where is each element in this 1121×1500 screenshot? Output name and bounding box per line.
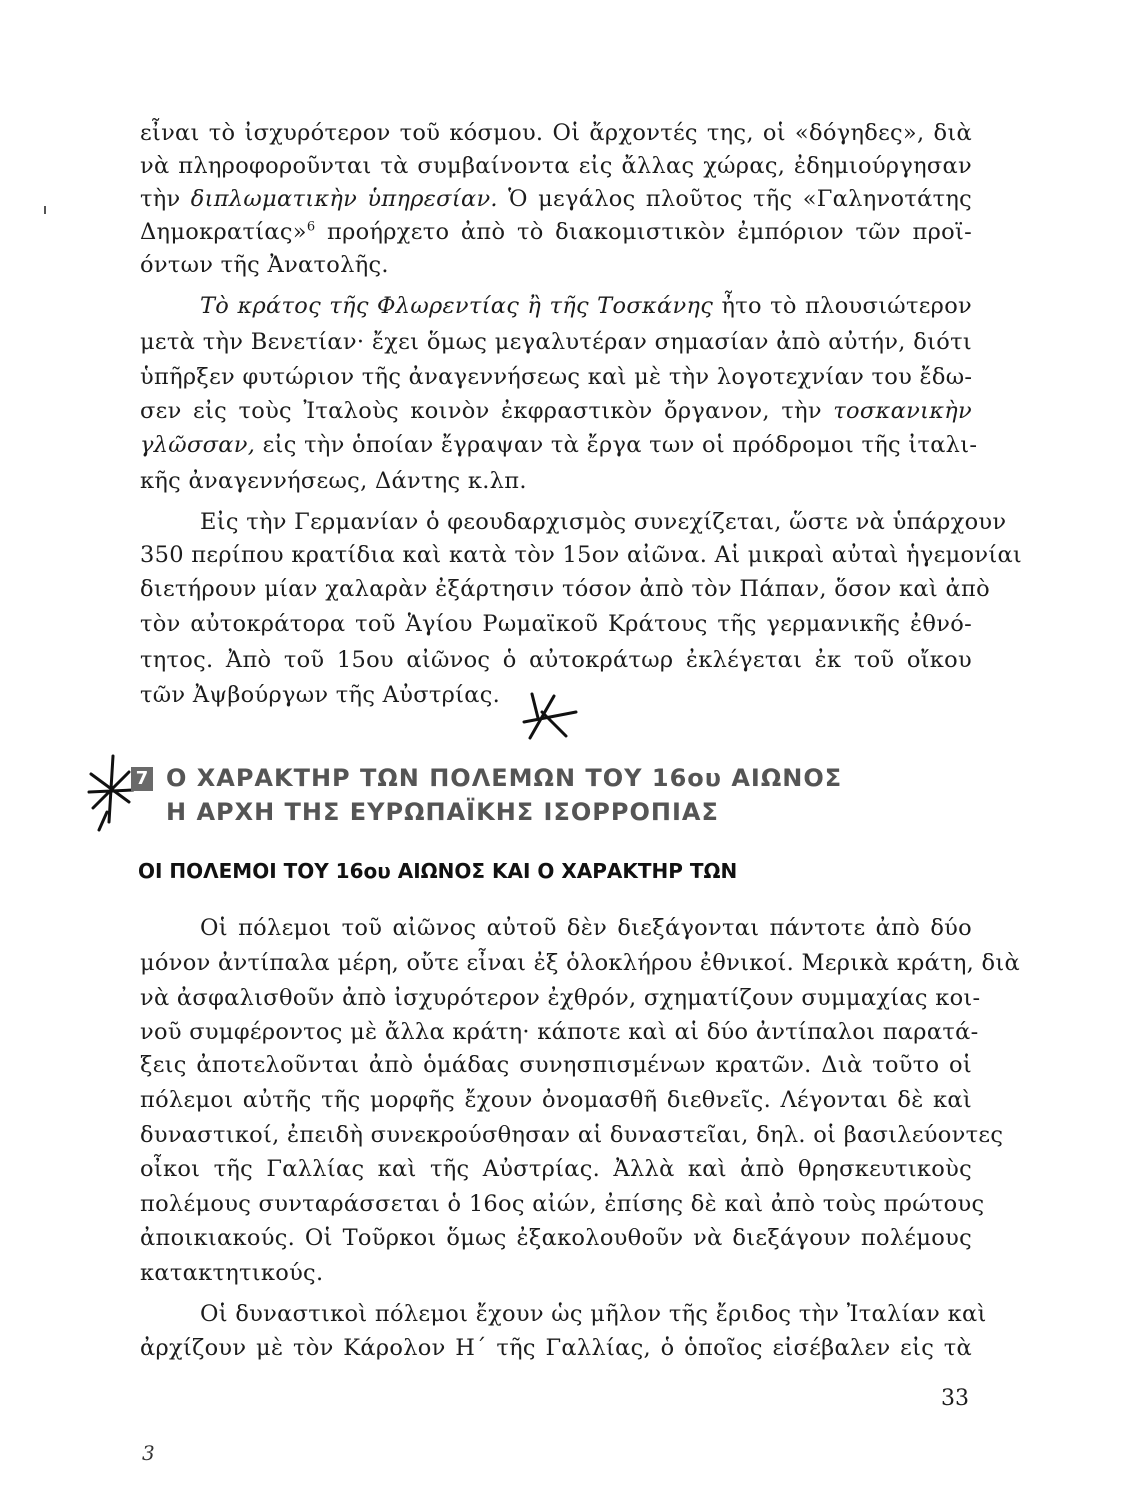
text-line: μετὰ τὴν Βενετίαν· ἔχει ὅμως μεγαλυτέραν σημασίαν ἀπὸ αὐτήν, διότι xyxy=(140,329,972,355)
text-line: Εἰς τὴν Γερμανίαν ὁ φεουδαρχισμὸς συνεχίζεται, ὥστε νὰ ὑπάρχουν xyxy=(200,509,1007,535)
margin-tick-mark xyxy=(44,206,46,214)
text-line xyxy=(140,396,972,426)
text-span: εἰς τὴν ὁποίαν ἔγραψαν τὰ ἔργα των οἱ πρόδρομοι τῆς ἰταλι- xyxy=(262,432,978,458)
text-line: δυναστικοί, ἐπειδὴ συνεκρούσθησαν αἱ δυναστεῖαι, δηλ. οἱ βασιλεύοντες xyxy=(140,1122,1004,1148)
text-line xyxy=(140,430,978,460)
footnote-marker: 6 xyxy=(306,219,316,235)
text-line: ὑπῆρξεν φυτώριον τῆς ἀναγεννήσεως καὶ μὲ τὴν λογοτεχνίαν του ἔδω- xyxy=(140,364,973,390)
text-span: ἦτο τὸ πλουσιώτερον xyxy=(721,293,973,319)
text-line: τῶν Ἀψβούργων τῆς Αὐστρίας. xyxy=(140,682,501,708)
text-line: ἀρχίζουν μὲ τὸν Κάρολον Η΄ τῆς Γαλλίας, ὁ ὁποῖος εἰσέβαλεν εἰς τὰ xyxy=(140,1335,972,1361)
text-line: όντων τῆς Ἀνατολῆς. xyxy=(140,252,389,278)
text-line: διετήρουν μίαν χαλαρὰν ἐξάρτησιν τόσον ἀπὸ τὸν Πάπαν, ὅσον καὶ ἀπὸ xyxy=(140,576,990,602)
text-line: οἶκοι τῆς Γαλλίας καὶ τῆς Αὐστρίας. Ἀλλὰ καὶ ἀπὸ θρησκευτικοὺς xyxy=(140,1156,972,1182)
text-line: μόνον ἀντίπαλα μέρη, οὔτε εἶναι ἐξ ὁλοκλήρου ἐθνικοί. Μερικὰ κράτη, διὰ xyxy=(140,950,1021,976)
italic-term: γλῶσσαν, xyxy=(140,432,256,458)
text-line: πόλεμοι αὐτῆς τῆς μορφῆς ἔχουν ὀνομασθῆ διεθνεῖς. Λέγονται δὲ καὶ xyxy=(140,1087,972,1113)
subheading: ΟΙ ΠΟΛΕΜΟΙ ΤΟΥ 16ου ΑΙΩΝΟΣ ΚΑΙ Ο ΧΑΡΑΚΤΗΡ ΤΩΝ xyxy=(138,859,738,883)
text-line: 350 περίπου κρατίδια καὶ κατὰ τὸν 15ον αἰῶνα. Αἱ μικραὶ αὐταὶ ἡγεμονίαι xyxy=(140,542,1023,568)
text-line: κῆς ἀναγεννήσεως, Δάντης κ.λπ. xyxy=(140,468,527,494)
text-line: ξεις ἀποτελοῦνται ἀπὸ ὁμάδας συνησπισμένων κρατῶν. Διὰ τοῦτο οἱ xyxy=(140,1052,972,1078)
page-number: 33 xyxy=(941,1386,969,1411)
section-number-box: 7 xyxy=(131,767,153,791)
text-line xyxy=(200,291,972,321)
text-line: νὰ ἀσφαλισθοῦν ἀπὸ ἰσχυρότερον ἐχθρόν, σχηματίζουν συμμαχίας κοι- xyxy=(140,985,981,1011)
italic-term: διπλωματικὴν ὑπηρεσίαν. xyxy=(190,186,498,212)
section-title-line-1: Ο ΧΑΡΑΚΤΗΡ ΤΩΝ ΠΟΛΕΜΩΝ ΤΟΥ 16ου ΑΙΩΝΟΣ xyxy=(166,764,843,792)
text-line: Οἱ δυναστικοὶ πόλεμοι ἔχουν ὡς μῆλον τῆς ἔριδος τὴν Ἰταλίαν καὶ xyxy=(200,1301,987,1327)
text-line: πολέμους συνταράσσεται ὁ 16ος αἰών, ἐπίσης δὲ καὶ ἀπὸ τοὺς πρώτους xyxy=(140,1191,985,1217)
text-span: τὴν xyxy=(140,186,181,212)
handwritten-asterisk-mark xyxy=(85,752,137,832)
text-line: τητος. Ἀπὸ τοῦ 15ου αἰῶνος ὁ αὐτοκράτωρ ἐκλέγεται ἐκ τοῦ οἴκου xyxy=(140,647,972,673)
signature-mark: 3 xyxy=(142,1441,155,1465)
text-line: νοῦ συμφέροντος μὲ ἄλλα κράτη· κάποτε καὶ αἱ δύο ἀντίπαλοι παρατά- xyxy=(140,1019,979,1045)
text-line: Οἱ πόλεμοι τοῦ αἰῶνος αὐτοῦ δὲν διεξάγονται πάντοτε ἀπὸ δύο xyxy=(200,915,972,941)
text-line: τὸν αὐτοκράτορα τοῦ Ἁγίου Ρωμαϊκοῦ Κράτους τῆς γερμανικῆς ἐθνό- xyxy=(140,611,972,637)
text-span: Ὁ μεγάλος πλοῦτος τῆς «Γαληνοτάτης xyxy=(508,186,973,212)
text-line: ἀποικιακούς. Οἱ Τοῦρκοι ὅμως ἐξακολουθοῦν νὰ διεξάγουν πολέμους xyxy=(140,1225,972,1251)
italic-term: τοσκανικὴν xyxy=(833,398,973,424)
text-line: νὰ πληροφοροῦνται τὰ συμβαίνοντα εἰς ἄλλας χώρας, ἐδημιούργησαν xyxy=(140,153,972,179)
text-span: Δημοκρατίας» xyxy=(140,219,307,245)
text-line: εἶναι τὸ ἰσχυρότερον τοῦ κόσμου. Οἱ ἄρχοντές της, οἱ «δόγηδες», διὰ xyxy=(140,120,972,146)
italic-term: Τὸ κράτος τῆς Φλωρεντίας ἢ τῆς Τοσκάνης xyxy=(200,293,714,319)
text-span: προήρχετο ἀπὸ τὸ διακομιστικὸν ἐμπόριον τῶν προϊ- xyxy=(327,219,973,245)
section-title-line-2: Η ΑΡΧΗ ΤΗΣ ΕΥΡΩΠΑΪΚΗΣ ΙΣΟΡΡΟΠΙΑΣ xyxy=(166,798,719,826)
text-line xyxy=(140,184,972,214)
text-line xyxy=(140,217,972,247)
text-line: κατακτητικούς. xyxy=(140,1260,324,1286)
handwritten-asterisk-mark xyxy=(520,692,582,748)
text-span: σεν εἰς τοὺς Ἰταλοὺς κοινὸν ἐκφραστικὸν ὄργανον, τὴν xyxy=(140,398,822,424)
